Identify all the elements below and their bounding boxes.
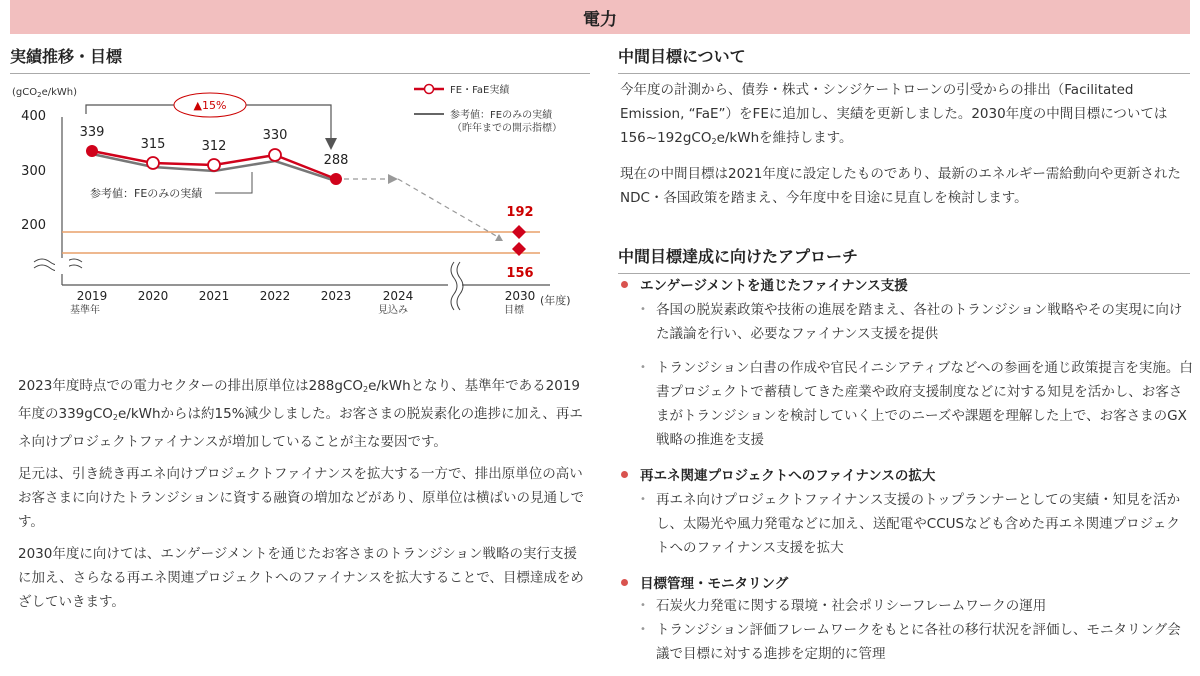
para-3: 2030年度に向けては、エンゲージメントを通じたお客さまのトランジション戦略の実行支援に加え、さらなる再エネ関連プロジェクトへのファイナンスを拡大することで、目標達成をめざしていきます。 xyxy=(18,546,584,610)
approach-list xyxy=(618,272,1193,676)
heading-interim-target: 中間目標について xyxy=(618,44,1190,74)
svg-text:2023: 2023 xyxy=(320,289,352,303)
svg-text:312: 312 xyxy=(201,139,227,154)
data-point xyxy=(208,159,220,171)
data-point xyxy=(147,157,159,169)
svg-text:見込み: 見込み xyxy=(378,305,408,316)
x-axis-unit: (年度) xyxy=(540,294,571,307)
bullet-icon: • xyxy=(640,362,646,373)
svg-text:2030: 2030 xyxy=(504,289,536,303)
y-tick: 300 xyxy=(21,164,46,179)
approach-monitoring: 目標管理・モニタリング • 石炭火力発電に関する環境・社会ポリシーフレームワークの運用 • トランジション評価フレームワークをもとに各社の移行状況を評価し、モニタリング会議で目標に対する進捗を定期的に管理 xyxy=(618,570,1193,666)
heading-performance-targets: 実績推移・目標 xyxy=(10,44,590,74)
svg-text:2019: 2019 xyxy=(76,289,108,303)
bullet-icon: • xyxy=(640,494,646,505)
data-point xyxy=(269,149,281,161)
svg-text:330: 330 xyxy=(262,128,288,143)
y-axis-unit: (gCO$_2$e/kWh) xyxy=(12,87,78,99)
svg-text:目標: 目標 xyxy=(504,305,524,316)
svg-text:▲15%: ▲15% xyxy=(193,99,227,112)
para-fae: 今年度の計測から、債券・株式・シンジケートローンの引受からの排出（Facilitated Emission, “FaE”）をFEに追加し、実績を更新しました。2030年度の中間目標については156~192gCO$_2$e/kWhを維持します。 xyxy=(620,82,1168,146)
left-description xyxy=(18,374,588,622)
fe-only-callout: 参考値：FEのみの実績 xyxy=(90,187,203,200)
svg-text:2020: 2020 xyxy=(137,289,169,303)
target-156-marker xyxy=(512,242,526,256)
svg-text:2021: 2021 xyxy=(198,289,230,303)
svg-text:192: 192 xyxy=(506,205,534,220)
svg-text:（昨年までの開示指標）: （昨年までの開示指標） xyxy=(452,123,562,134)
bullet-dot-icon xyxy=(621,471,628,478)
svg-text:156: 156 xyxy=(506,266,534,281)
svg-text:288: 288 xyxy=(323,153,349,168)
svg-text:基準年: 基準年 xyxy=(70,305,100,316)
svg-text:315: 315 xyxy=(140,137,166,152)
approach-engagement: エンゲージメントを通じたファイナンス支援 • 各国の脱炭素政策や技術の進展を踏まえ、各社のトランジション戦略やその実現に向けた議論を行い、必要なファイナンス支援を提供 • トランジション白書の作成や官民イニシアティブなどへの参画を通じ政策提言を実施。白書プロジェクトで蓄積してきた産業や政府支援制度などに対する知見を活かし、お客さまがトランジションを検討していく上でのニーズや課題を理解した上で、お客さまのGX戦略の推進を支援 xyxy=(618,272,1193,452)
bullet-icon: • xyxy=(640,600,646,611)
y-tick: 400 xyxy=(21,109,46,124)
para-review: 現在の中間目標は2021年度に設定したものであり、最新のエネルギー需給動向や更新されたNDC・各国政策を踏まえ、今年度中を目途に見直しを検討します。 xyxy=(620,166,1181,206)
legend-fe-fae: FE・FaE実績 xyxy=(450,85,510,96)
svg-text:2024: 2024 xyxy=(382,289,414,303)
interim-target-description xyxy=(620,78,1192,218)
bullet-icon: • xyxy=(640,304,646,315)
banner-title: 電力 xyxy=(583,9,617,30)
section-banner xyxy=(10,0,1190,34)
emission-intensity-chart xyxy=(0,70,600,330)
svg-text:339: 339 xyxy=(79,125,105,140)
para-1: 2023年度時点での電力セクターの排出原単位は288gCO$_2$e/kWhとなり、基準年である2019年度の339gCO$_2$e/kWhからは約15%減少しました。お客さまの脱炭素化の進捗に加え、再エネ向けプロジェクトファイナンスが増加していることが主な要因です。 xyxy=(18,378,583,450)
data-point xyxy=(86,145,98,157)
approach-renewables: 再エネ関連プロジェクトへのファイナンスの拡大 • 再エネ向けプロジェクトファイナンス支援のトップランナーとしての実績・知見を活かし、太陽光や風力発電などに加え、送配電やCCUSなども含めた再エネ関連プロジェクトへのファイナンス支援を拡大 xyxy=(618,462,1193,560)
para-2: 足元は、引き続き再エネ向けプロジェクトファイナンスを拡大する一方で、排出原単位の高いお客さまに向けたトランジションに資する融資の増加などがあり、原単位は横ばいの見通しです。 xyxy=(18,466,585,530)
bullet-dot-icon xyxy=(621,281,628,288)
data-point xyxy=(330,173,342,185)
y-tick: 200 xyxy=(21,218,46,233)
heading-approach: 中間目標達成に向けたアプローチ xyxy=(618,244,1190,274)
target-192-marker xyxy=(512,225,526,239)
legend-fe-only: 参考値：FEのみの実績 xyxy=(450,110,553,121)
bullet-icon: • xyxy=(640,624,646,635)
bullet-dot-icon xyxy=(621,579,628,586)
svg-text:2022: 2022 xyxy=(259,289,291,303)
